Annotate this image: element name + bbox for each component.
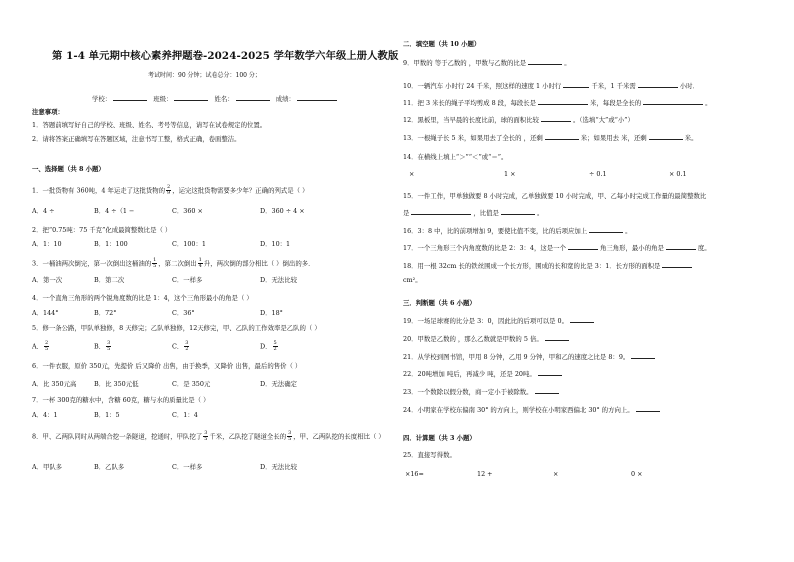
judge-20: 20．甲数是乙数的 ，那么乙数就是甲数的 5 倍。 (403, 334, 571, 343)
option-b[interactable]: B．1：5 (94, 411, 120, 419)
question-6: 6．一件衣服，原价 350元，先提价 后又降价 出售，由于换季，又降价 出售，最后的售价（ ） (32, 362, 302, 370)
answer-blank[interactable] (649, 133, 683, 140)
question-9: 9．甲数的 等于乙数的 ，甲数与乙数的比是 。 (403, 59, 571, 67)
option-d[interactable]: D．无法比较 (260, 463, 298, 471)
compare-item[interactable]: 1 × (504, 170, 516, 178)
section-choice: 一、选择题（共 8 小题） (32, 165, 105, 173)
answer-blank[interactable] (643, 98, 703, 105)
question-17: 17．一个三角形三个内角度数的比是 2：3：4，这是一个 角三角形，最小的角是 度。 (403, 244, 711, 252)
right-page (397, 0, 794, 562)
name-blank[interactable] (236, 94, 270, 101)
question-18-unit: cm²。 (403, 276, 422, 284)
question-13: 13．一根绳子长 5 米，如果用去了全长的 ，还剩 米；如果用去 米，还剩 米。 (403, 134, 698, 142)
option-a[interactable]: A．第一次 (32, 276, 63, 284)
question-18: 18．用一根 32cm 长的铁丝围成一个长方形，围成的长和宽的比是 3：1．长方形的面积是 (403, 261, 694, 270)
score-label: 成绩： (275, 95, 295, 103)
answer-blank[interactable] (570, 316, 594, 323)
option-a[interactable]: A．比 350元高 (32, 380, 77, 388)
judge-22: 22．20吨增加 吨后，再减少 吨，还是 20吨。 (403, 369, 564, 378)
question-10: 10．一辆汽车 小时行 24 千米，照这样的速度 1 小时行 千米，1 千米需 小时． (403, 82, 699, 90)
answer-blank[interactable] (666, 243, 696, 250)
question-15: 15．一件工作，甲单独做要 8 小时完成，乙单独做要 10 小时完成，甲、乙每小时完成工作量的最简整数比 (403, 192, 707, 200)
exam-title: 第 1-4 单元期中核心素养押题卷-2024-2025 学年数学六年级上册人教版 (52, 50, 399, 62)
option-b[interactable]: B．4 ÷（1 − (94, 207, 135, 215)
question-2: 2．把“0.75吨：75 千克”化成最简整数比是（ ） (32, 226, 172, 234)
judge-21: 21．从学校到图书馆，甲用 8 分钟，乙用 9 分钟，甲和乙的速度之比是 8：9。 (403, 352, 657, 361)
answer-blank[interactable] (662, 261, 692, 268)
option-a[interactable]: A．144° (32, 309, 59, 317)
option-b[interactable]: B．1：100 (94, 240, 128, 248)
score-blank[interactable] (297, 94, 337, 101)
school-blank[interactable] (113, 94, 147, 101)
calc-item[interactable]: 0 × (631, 470, 643, 478)
fraction: $\frac{2}{9}$ (167, 184, 171, 196)
option-c[interactable]: C．360 × (172, 207, 203, 215)
answer-blank[interactable] (501, 208, 535, 215)
option-d[interactable]: D． $\frac{5}{2}$ (260, 340, 277, 352)
option-d[interactable]: D．360 ÷ 4 × (260, 207, 305, 215)
option-a[interactable]: A．甲队多 (32, 463, 63, 471)
answer-blank[interactable] (638, 81, 678, 88)
answer-blank[interactable] (563, 81, 589, 88)
option-d[interactable]: D．10：1 (260, 240, 291, 248)
option-c[interactable]: C．100：1 (172, 240, 206, 248)
question-14: 14．在横线上填上“＞”“＜”或“＝”。 (403, 153, 508, 161)
option-d[interactable]: D．18° (260, 309, 283, 317)
section-calc: 四．计算题（共 3 小题） (403, 434, 476, 442)
option-b[interactable]: B． $\frac{3}{5}$ (94, 340, 111, 352)
judge-24: 24．小明家在学校东偏南 30° 的方向上，则学校在小明家西偏北 30° 的方向上。 (403, 405, 662, 414)
calc-item[interactable]: ×16= (405, 470, 424, 478)
answer-blank[interactable] (541, 115, 571, 122)
question-25: 25．直接写得数。 (403, 451, 456, 459)
option-b[interactable]: B．第二次 (94, 276, 125, 284)
answer-blank[interactable] (545, 334, 569, 341)
answer-blank[interactable] (589, 226, 623, 233)
option-d[interactable]: D．无法确定 (260, 380, 298, 388)
calc-item[interactable]: × (553, 470, 559, 478)
compare-item[interactable]: ÷ 0.1 (589, 170, 607, 178)
answer-blank[interactable] (631, 352, 655, 359)
section-judge: 三．判断题（共 6 小题） (403, 299, 476, 307)
question-5: 5．修一条公路，甲队单独修，8 天修完；乙队单独修，12天修完，甲、乙队的工作效率是乙队的（ ） (32, 324, 321, 332)
answer-blank[interactable] (636, 405, 660, 412)
judge-19: 19．一场足球赛的比分是 3：0，因此比的后项可以是 0。 (403, 316, 596, 325)
compare-item[interactable]: × (409, 170, 415, 178)
compare-item[interactable]: × 0.1 (669, 170, 687, 178)
question-11: 11．把 3 米长的绳子平均剪成 8 段，每段长是 米，每段是全长的 。 (403, 99, 712, 107)
answer-blank[interactable] (535, 387, 559, 394)
answer-blank[interactable] (411, 208, 471, 215)
option-c[interactable]: C．1：4 (172, 411, 198, 419)
judge-23: 23．一个数除以假分数，商一定小于被除数。 (403, 387, 561, 396)
option-b[interactable]: B．乙队多 (94, 463, 125, 471)
option-c[interactable]: C．一样多 (172, 463, 203, 471)
answer-blank[interactable] (528, 58, 562, 65)
question-7: 7．一杯 300克的糖水中，含糖 60克，糖与水的质量比是（ ） (32, 396, 210, 404)
question-15-cont: 是 ，比值是 。 (403, 209, 544, 217)
question-3: 3．一桶油两次倒完，第一次倒出这桶油的 $\frac{1}{5}$ ，第二次倒出 $\frac{1}{4}$ 升，两次倒的部分相比（ ）倒出的多． (32, 257, 315, 269)
notice-2: 2．请将答案正确填写在答题区域，注意书写工整，格式正确，卷面整洁。 (32, 135, 241, 143)
answer-blank[interactable] (568, 243, 598, 250)
option-d[interactable]: D．无法比较 (260, 276, 298, 284)
option-a[interactable]: A．4 ÷ (32, 207, 55, 215)
answer-blank[interactable] (545, 133, 579, 140)
question-8: 8．甲、乙两队同时从两端合挖一条隧道，挖通时，甲队挖了 $\frac{3}{5}$ 千米，乙队挖了隧道全长的 $\frac{3}{5}$ ，甲、乙两队挖的长度相比（ ） (32, 430, 385, 442)
option-c[interactable]: C．一样多 (172, 276, 203, 284)
option-c[interactable]: C．是 350元 (172, 380, 211, 388)
question-4: 4．一个直角三角形的两个锐角度数的比是 1：4，这个三角形最小的角是（ ） (32, 294, 253, 302)
notice-heading: 注意事项： (32, 108, 64, 116)
question-1: 1．一批货物有 360吨，4 年运走了这批货物的 $\frac{2}{9}$ ，运完这批货物需要多少年？正确的列式是（ ） (32, 184, 309, 196)
school-label: 学校： (92, 95, 112, 103)
option-a[interactable]: A． $\frac{2}{5}$ (32, 340, 49, 352)
name-label: 姓名： (214, 95, 234, 103)
notice-1: 1．答题前填写好自己的学校、班级、姓名、考号等信息，请写在试卷规定的位置。 (32, 121, 267, 129)
calc-item[interactable]: 12 + (477, 470, 493, 478)
option-a[interactable]: A．1：10 (32, 240, 62, 248)
question-12: 12．黑板里，当早晨的长度比前，球的面积比较 。（选填“大”或“小”） (403, 116, 634, 124)
answer-blank[interactable] (538, 369, 562, 376)
answer-blank[interactable] (538, 98, 588, 105)
student-fields (92, 94, 339, 103)
exam-info: 考试时间：90 分钟；试卷总分：100 分； (148, 72, 261, 79)
option-a[interactable]: A．4：1 (32, 411, 58, 419)
option-b[interactable]: B．72° (94, 309, 117, 317)
question-16: 16．3：8 中，比的前项增加 9，要使比值不变，比的后项应加上 。 (403, 227, 632, 235)
section-fill: 二．填空题（共 10 小题） (403, 40, 481, 48)
class-label: 班级： (153, 95, 173, 103)
option-b[interactable]: B．比 350元低 (94, 380, 139, 388)
option-c[interactable]: C． $\frac{3}{2}$ (172, 340, 189, 352)
option-c[interactable]: C．36° (172, 309, 195, 317)
class-blank[interactable] (174, 94, 208, 101)
